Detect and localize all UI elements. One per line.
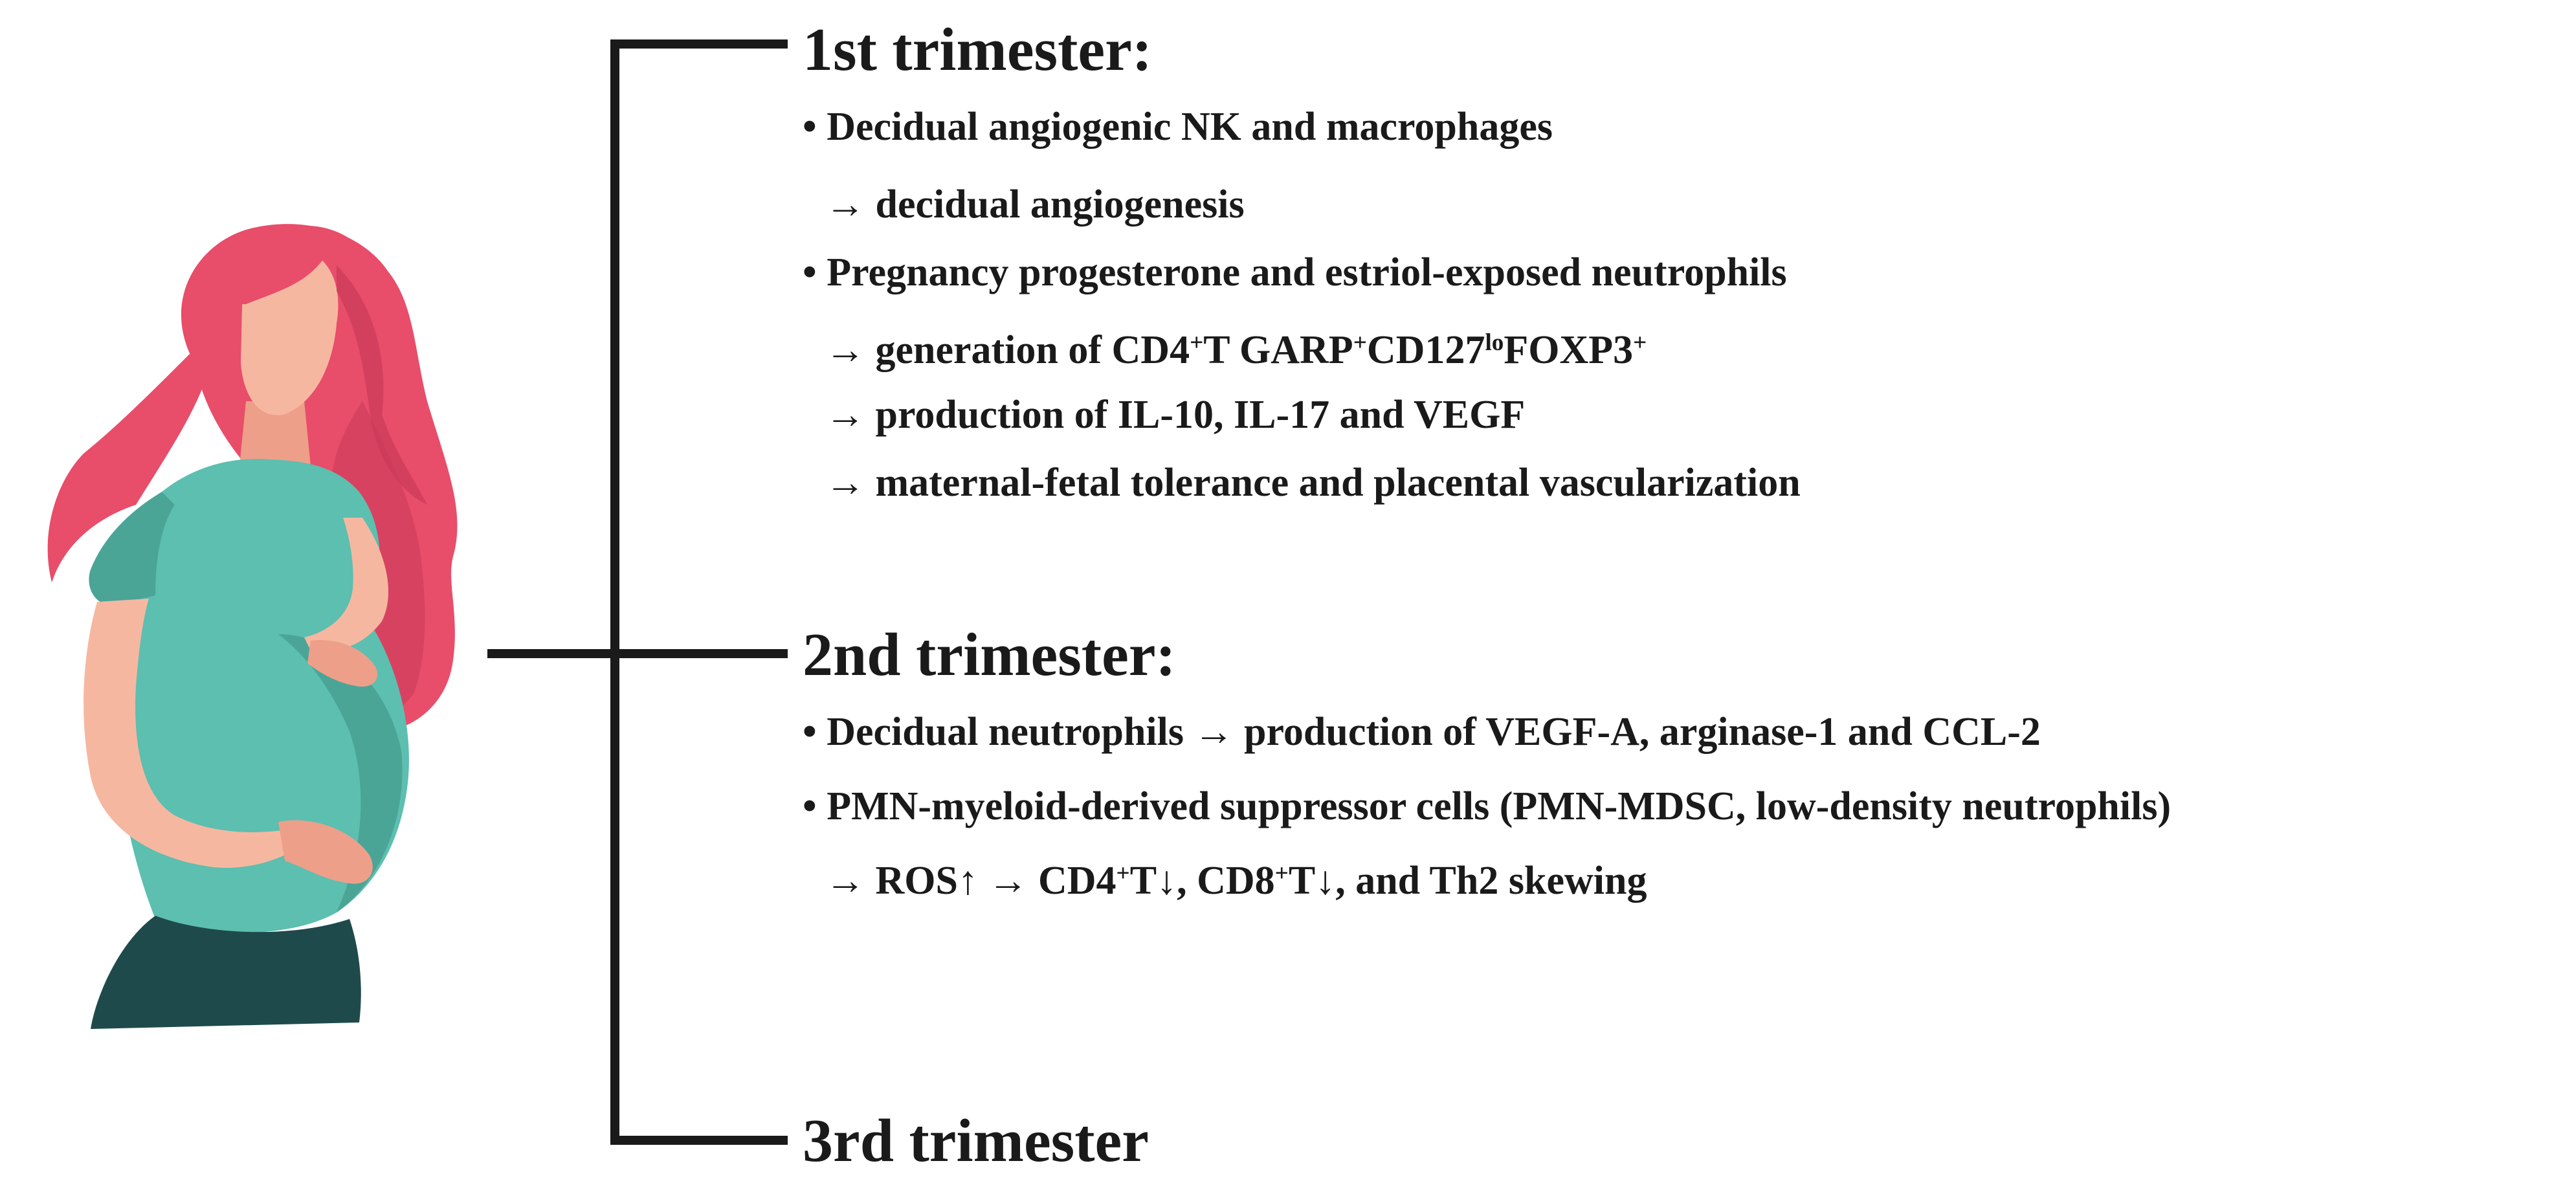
list-item: • Decidual neutrophils → production of VEGF-A, arginase-1 and CCL-2 <box>803 710 2041 754</box>
list-item: • Pregnancy progesterone and estriol-exposed neutrophils <box>803 250 1787 294</box>
timeline-connectors <box>492 44 783 1140</box>
line-text: Decidual neutrophils → production of VEGF-A, arginase-1 and CCL-2 <box>827 710 2041 754</box>
superscript: + <box>1633 329 1647 356</box>
line-text: production of IL-10, IL-17 and VEGF <box>875 393 1526 437</box>
superscript: + <box>1274 859 1289 887</box>
list-item: → maternal-fetal tolerance and placental vascularization <box>825 461 1801 505</box>
pregnant-woman-icon <box>48 224 458 1029</box>
pants <box>91 916 361 1029</box>
line-text: decidual angiogenesis <box>875 182 1245 227</box>
list-item: → generation of CD4+T $GARP^+CD127^{lo}FOXP3^+$ <box>825 328 1647 372</box>
heading-1st-trimester: 1st trimester: <box>803 16 1153 83</box>
rich-line-text: ROS↑ → CD4+T↓, CD8+T↓, and Th2 skewing <box>875 859 1647 903</box>
superscript: + <box>1116 859 1130 887</box>
heading-3rd-trimester: 3rd trimester <box>803 1107 1149 1175</box>
list-item: → decidual angiogenesis <box>825 182 1245 227</box>
list-item: • Decidual angiogenic NK and macrophages <box>803 105 1553 149</box>
superscript: + <box>1353 329 1367 356</box>
line-text: maternal-fetal tolerance and placental vascularization <box>875 461 1801 505</box>
list-item: → production of IL-10, IL-17 and VEGF <box>825 393 1526 437</box>
heading-2nd-trimester: 2nd trimester: <box>803 621 1176 689</box>
superscript: lo <box>1485 329 1504 356</box>
rich-line-text: generation of CD4+T $GARP^+CD127^{lo}FOXP3^+$ <box>875 328 1647 372</box>
line-text: PMN-myeloid-derived suppressor cells (PMN-MDSC, low-density neutrophils) <box>827 784 2171 828</box>
line-text: Decidual angiogenic NK and macrophages <box>827 105 1553 149</box>
list-item: → ROS↑ → CD4+T↓, CD8+T↓, and Th2 skewing <box>825 859 1647 903</box>
list-item: • PMN-myeloid-derived suppressor cells (PMN-MDSC, low-density neutrophils) <box>803 784 2171 828</box>
superscript: + <box>1190 329 1204 356</box>
line-text: Pregnancy progesterone and estriol-exposed neutrophils <box>827 250 1787 294</box>
